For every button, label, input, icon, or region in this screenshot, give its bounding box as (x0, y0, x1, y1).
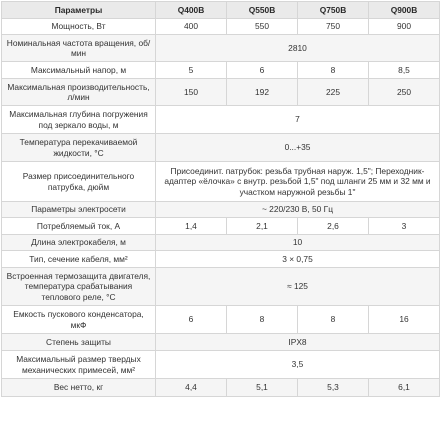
header-cell-parameters: Параметры (2, 2, 156, 19)
value-cell: 150 (156, 79, 227, 106)
header-row (2, 2, 440, 19)
param-name-cell: Встроенная термозащита двигателя, температура срабатывания теплового реле, °С (2, 268, 156, 306)
table-row (2, 379, 440, 397)
value-cell: 16 (369, 306, 440, 334)
param-name-cell: Размер присоединительного патрубка, дюйм (2, 162, 156, 202)
table-row (2, 162, 440, 202)
merged-value-cell: 0...+35 (156, 134, 440, 162)
param-name-cell: Параметры электросети (2, 202, 156, 218)
param-name-cell: Максимальная производительность, л/мин (2, 79, 156, 106)
merged-value-cell: IPX8 (156, 334, 440, 351)
table-row (2, 202, 440, 218)
table-row (2, 79, 440, 106)
table-row (2, 251, 440, 268)
specs-table-body (2, 19, 440, 397)
value-cell: 6 (227, 62, 298, 79)
table-row (2, 35, 440, 62)
value-cell: 6,1 (369, 379, 440, 397)
param-name-cell: Номинальная частота вращения, об/мин (2, 35, 156, 62)
value-cell: 8 (298, 62, 369, 79)
table-row (2, 134, 440, 162)
table-row (2, 306, 440, 334)
param-name-cell: Мощность, Вт (2, 19, 156, 35)
table-row (2, 19, 440, 35)
param-name-cell: Вес нетто, кг (2, 379, 156, 397)
merged-value-cell: 10 (156, 235, 440, 251)
header-cell-model: Q550B (227, 2, 298, 19)
merged-value-cell: 3 × 0,75 (156, 251, 440, 268)
value-cell: 8 (298, 306, 369, 334)
value-cell: 2,6 (298, 218, 369, 235)
merged-value-cell: ~ 220/230 В, 50 Гц (156, 202, 440, 218)
header-cell-model: Q400B (156, 2, 227, 19)
table-row (2, 334, 440, 351)
param-name-cell: Потребляемый ток, А (2, 218, 156, 235)
param-name-cell: Температура перекачиваемой жидкости, °С (2, 134, 156, 162)
merged-value-cell: 7 (156, 106, 440, 134)
value-cell: 8 (227, 306, 298, 334)
param-name-cell: Тип, сечение кабеля, мм² (2, 251, 156, 268)
value-cell: 5 (156, 62, 227, 79)
table-row (2, 268, 440, 306)
value-cell: 4,4 (156, 379, 227, 397)
value-cell: 225 (298, 79, 369, 106)
value-cell: 6 (156, 306, 227, 334)
value-cell: 250 (369, 79, 440, 106)
specs-table (1, 1, 440, 397)
value-cell: 1,4 (156, 218, 227, 235)
merged-value-cell: ≈ 125 (156, 268, 440, 306)
param-name-cell: Максимальная глубина погружения под зеркало воды, м (2, 106, 156, 134)
value-cell: 3 (369, 218, 440, 235)
param-name-cell: Максимальный размер твердых механических примесей, мм² (2, 351, 156, 379)
specs-table-header (2, 2, 440, 19)
value-cell: 550 (227, 19, 298, 35)
merged-value-cell: Присоединит. патрубок: резьба трубная наруж. 1,5"; Переходник-адаптер «ёлочка» с внутр. резьбой 1,5" под шланги 25 мм и 32 мм и участком наружной резьбы 1" (156, 162, 440, 202)
param-name-cell: Максимальный напор, м (2, 62, 156, 79)
table-row (2, 218, 440, 235)
param-name-cell: Степень защиты (2, 334, 156, 351)
value-cell: 5,1 (227, 379, 298, 397)
value-cell: 400 (156, 19, 227, 35)
value-cell: 5,3 (298, 379, 369, 397)
table-row (2, 106, 440, 134)
merged-value-cell: 3,5 (156, 351, 440, 379)
value-cell: 750 (298, 19, 369, 35)
table-row (2, 351, 440, 379)
merged-value-cell: 2810 (156, 35, 440, 62)
table-row (2, 62, 440, 79)
value-cell: 2,1 (227, 218, 298, 235)
param-name-cell: Длина электрокабеля, м (2, 235, 156, 251)
value-cell: 8,5 (369, 62, 440, 79)
header-cell-model: Q750B (298, 2, 369, 19)
value-cell: 192 (227, 79, 298, 106)
table-row (2, 235, 440, 251)
header-cell-model: Q900B (369, 2, 440, 19)
param-name-cell: Емкость пускового конденсатора, мкФ (2, 306, 156, 334)
value-cell: 900 (369, 19, 440, 35)
